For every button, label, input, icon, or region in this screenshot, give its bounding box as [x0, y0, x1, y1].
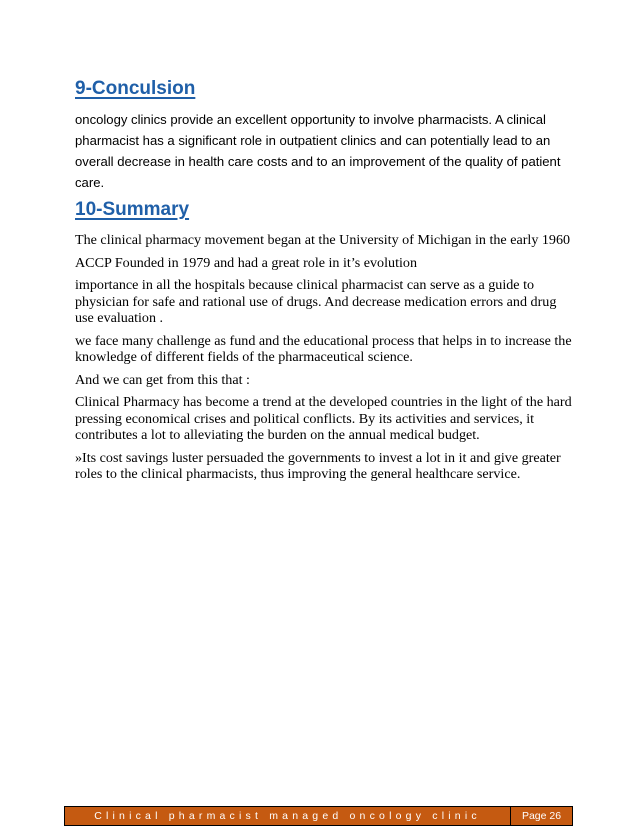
summary-paragraph: ACCP Founded in 1979 and had a great role in it’s evolution: [75, 254, 417, 271]
summary-paragraph: »Its cost savings luster persuaded the governments to invest a lot in it and give greater roles to the clinical pharmacists, thus improving the general healthcare service.: [75, 449, 561, 482]
conclusion-paragraph: oncology clinics provide an excellent opportunity to involve pharmacists. A clinical pharmacist has a significant role in outpatient clinics and can potentially lead to an overall decrease in health care costs and to an improvement of the quality of patient care.: [75, 112, 561, 190]
summary-paragraph: The clinical pharmacy movement began at the University of Michigan in the early 1960: [75, 232, 571, 248]
conclusion-heading: 9-Conculsion: [75, 78, 196, 99]
summary-paragraph: importance in all the hospitals because clinical pharmacist can serve as a guide to physician for safe and rational use of drugs. And decrease medication errors and drug use evaluation .: [75, 277, 557, 326]
summary-heading: 10-Summary: [75, 199, 190, 220]
footer-title: Clinical pharmacist managed oncology clinic: [94, 810, 481, 822]
page-number: Page 26: [510, 807, 572, 825]
summary-section: [75, 232, 575, 489]
summary-paragraph: And we can get from this that :: [75, 371, 250, 388]
summary-paragraph: Clinical Pharmacy has become a trend at the developed countries in the light of the hard pressing economical crises and political conflicts. By its activities and services, it contributes a lot to alleviating the burden on the annual medical budget.: [75, 394, 572, 443]
page-footer: [64, 806, 573, 826]
summary-paragraph: we face many challenge as fund and the educational process that helps in to increase the knowledge of different fields of the pharmaceutical science.: [75, 332, 572, 365]
